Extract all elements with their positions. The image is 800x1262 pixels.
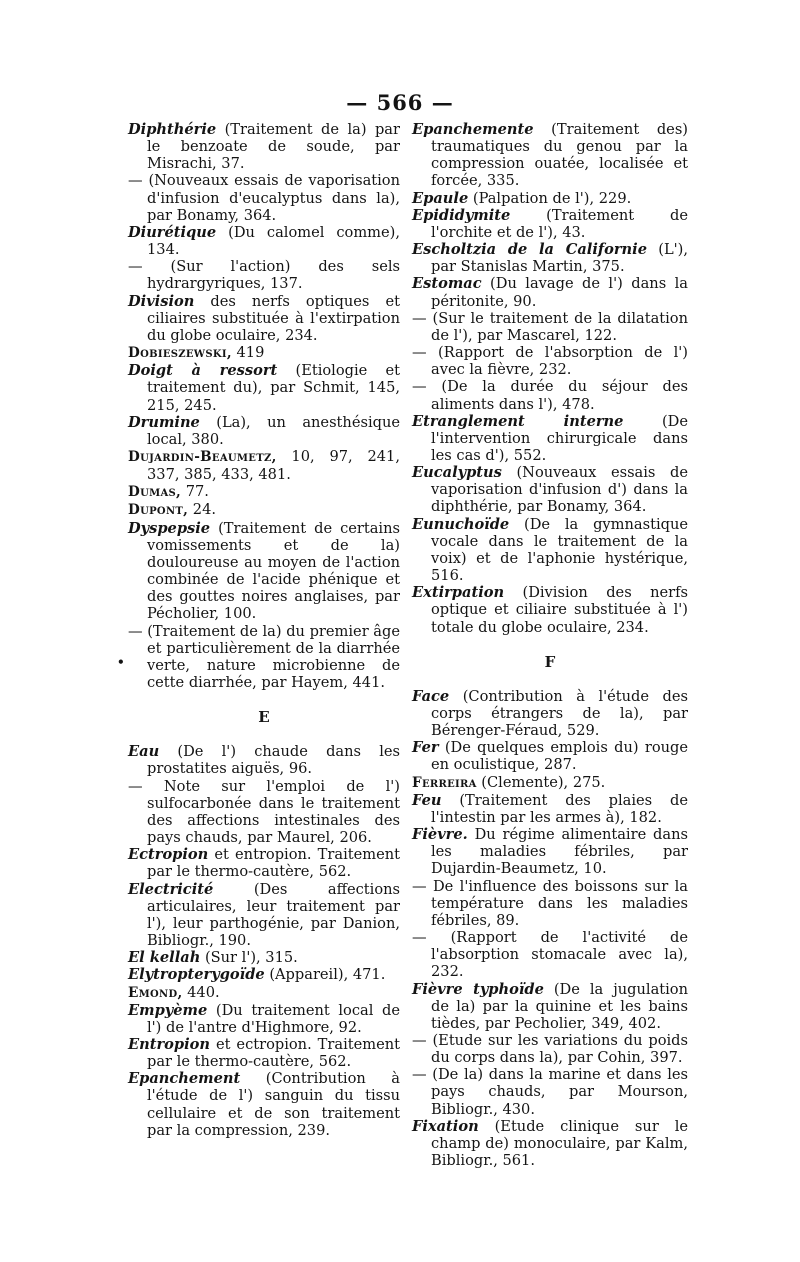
section-letter-f: F [544,652,556,671]
entry-text: (De la jugulation de la) par la quinine et les bains tièdes, par Pecholier, 349, 402. [431,980,688,1032]
index-entry [128,414,400,448]
index-entry [412,241,688,275]
entry-heading: Fièvre. [412,826,468,844]
index-entry [412,739,688,773]
entry-text: (Du traitement local de l') de l'antre d'Highmore, 92. [147,1001,400,1036]
entry-heading: Doigt à ressort [128,362,278,380]
index-entry [412,584,688,635]
entry-heading: Ferreira [412,774,477,791]
entry-heading: Epanchemente [412,121,534,138]
entry-text: (Du calomel comme), 134. [147,223,400,259]
index-entry [128,778,400,847]
entry-text: — Note sur l'emploi de l') sulfocarbonée dans le traitement des affections intestinales des pays chauds, par Maurel, 206. [128,777,400,847]
index-entry [412,207,688,241]
page-number: — 566 — [346,90,454,115]
index-entry [412,981,688,1032]
index-entry [412,1066,688,1117]
entry-heading: Drumine [128,413,200,431]
index-entry [412,774,688,792]
index-entry [128,172,400,223]
index-entry [128,1070,400,1139]
index-entry [128,846,400,880]
entries-e [128,743,400,1139]
index-entry [412,378,688,412]
entry-text: (Traitement des) traumatiques du genou par la compression ouatée, localisée et forcée, 335. [431,121,688,190]
index-entry [128,520,400,623]
entry-heading: Epaule [412,189,469,207]
index-entry [128,949,400,966]
right-column [412,121,688,1169]
index-entry [128,501,400,519]
index-entry [412,344,688,378]
entry-text: (Palpation de l'), 229. [468,189,632,207]
entry-text: (Sur l'), 315. [200,949,298,967]
entry-heading: Face [412,687,450,705]
entry-heading: Fièvre typhoïde [412,980,544,998]
entry-text: 77. [181,483,209,501]
entry-text: Du régime alimentaire dans les maladies fébriles, par Dujardin-Beaumetz, 10. [431,826,688,878]
index-entry [412,688,688,739]
entry-text: — (Sur l'action) des sels hydrargyriques, 137. [128,258,400,293]
entry-text: (Appareil), 471. [264,966,386,984]
index-entry [412,516,688,585]
entry-text: (Etude clinique sur le champ de) monoculaire, par Kalm, Bibliogr., 561. [431,1117,688,1170]
index-entry [412,464,688,515]
entry-heading: Etranglement interne [412,412,624,430]
index-entry [128,483,400,501]
entry-heading: Epanchement [128,1070,241,1088]
index-entry [128,881,400,950]
entry-text: (Traitement de l'orchite et de l'), 43. [431,206,688,241]
left-column [128,121,400,1139]
entry-text: (Division des nerfs optique et ciliaire substituée à l') totale du globe oculaire, 234. [431,584,688,636]
entry-text: (De l'intervention chirurgicale dans les cas d'), 552. [431,412,688,464]
section-letter-e: E [258,708,270,727]
index-entry [412,413,688,464]
entry-text: et entropion. Traitement par le thermo-cautère, 562. [147,846,400,881]
entry-heading: Fer [412,739,439,757]
entry-text: (Des affections articulaires, leur traitement par l'), leur parthogénie, par Danion, Bibliogr., 190. [147,880,400,950]
index-entry [128,743,400,777]
index-entry [412,1032,688,1066]
index-entry [128,362,400,413]
index-entry [412,310,688,344]
entry-heading: Emond, [128,984,183,1001]
entry-heading: Eucalyptus [412,464,502,482]
entry-text: (Contribution à l'étude de l') sanguin du tissu cellulaire et de son traitement par la compression, 239. [147,1070,400,1139]
entry-heading: Fixation [412,1117,479,1135]
entry-text: (Traitement des plaies de l'intestin par les armes à), 182. [431,791,688,826]
entry-text: — (De la) dans la marine et dans les pays chauds, par Mourson, Bibliogr., 430. [412,1066,688,1118]
index-entry [128,966,400,983]
entry-heading: Electricité [128,880,214,898]
entry-heading: Epididymite [412,206,511,224]
entry-heading: Eau [128,743,160,761]
entry-text: (Nouveaux essais de vaporisation d'infusion d') dans la diphthérie, par Bonamy, 364. [431,464,688,516]
entry-text: (Du lavage de l') dans la péritonite, 90. [431,275,688,310]
index-entry [128,1002,400,1036]
index-entry [412,1118,688,1169]
entry-text: — (De la durée du séjour des aliments dans l'), 478. [412,378,688,413]
entry-heading: Extirpation [412,584,505,602]
entry-text: — (Rapport de l'absorption de l') avec la fièvre, 232. [412,344,688,379]
entry-text: et ectropion. Traitement par le thermo-cautère, 562. [147,1035,400,1071]
entry-heading: Empyème [128,1001,208,1019]
entry-heading: Dupont, [128,502,189,519]
index-entry [128,448,400,483]
entry-heading: Dyspepsie [128,519,211,537]
index-entry [128,1036,400,1070]
index-entry [412,792,688,826]
entry-heading: Feu [412,791,442,809]
entry-heading: Dobieszewski, [128,345,232,362]
index-entry [128,224,400,258]
entry-text: — (Nouveaux essais de vaporisation d'infusion d'eucalyptus dans la), par Bonamy, 364. [128,172,400,224]
entry-text: (De l') chaude dans les prostatites aiguës, 96. [147,743,400,778]
entry-text: (L'), par Stanislas Martin, 375. [431,241,688,276]
index-entry [412,929,688,980]
entries-e-continued [412,121,688,636]
entry-heading: Dujardin-Beaumetz, [128,448,277,465]
entry-text: (Etiologie et traitement du), par Schmit, 145, 215, 245. [147,362,400,414]
entry-text: 419 [231,344,265,362]
index-entry [412,190,688,207]
index-entry [412,121,688,190]
entry-heading: Escholtzia de la Californie [412,241,648,259]
entry-text: (Traitement de la) par le benzoate de soude, par Misrachi, 37. [147,121,400,173]
entry-text: — (Rapport de l'activité de l'absorption stomacale avec la), 232. [412,929,688,981]
index-entry [128,984,400,1002]
entries-f [412,688,688,1169]
index-entry [412,275,688,309]
entry-text: (Traitement de certains vomissements et de la) douloureuse au moyen de l'action combinée de l'acide phénique et des gouttes noires anglaises, par Pécholier, 100. [147,519,400,623]
entry-heading: Division [128,292,195,310]
entry-heading: Elytropterygoïde [128,966,265,984]
entry-text: 440. [182,983,220,1001]
index-entry [412,826,688,877]
entry-text: — (Sur le traitement de la dilatation de l'), par Mascarel, 122. [412,309,688,344]
entry-heading: Dumas, [128,484,182,501]
entry-text: 10, 97, 241, 337, 385, 433, 481. [147,447,400,484]
entry-text: (De quelques emplois du) rouge en oculistique, 287. [431,739,688,774]
entry-text: — (Traitement de la) du premier âge et particulièrement de la diarrhée verte, nature microbienne de cette diarrhée, par Hayem, 441. [128,622,400,691]
entry-heading: El kellah [128,949,201,967]
entry-heading: Entropion [128,1035,210,1053]
entry-heading: Diphthérie [128,121,217,138]
entry-heading: Estomac [412,275,482,293]
entry-heading: Ectropion [128,846,209,864]
entries-d [128,121,400,691]
entry-heading: Eunuchoïde [412,515,510,533]
entry-text: (Clemente), 275. [476,773,606,791]
entry-text: des nerfs optiques et ciliaires substituée à l'extirpation du globe oculaire, 234. [147,292,400,344]
entry-text: (La), un anesthésique local, 380. [147,413,400,448]
index-entry [128,258,400,292]
entry-text: 24. [188,501,217,519]
index-entry [128,121,400,172]
entry-heading: Diurétique [128,223,217,241]
index-entry [128,623,400,692]
index-entry [412,878,688,929]
entry-text: (De la gymnastique vocale dans le traitement de la voix) et de l'aphonie hystérique, 516. [431,515,688,585]
entry-text: — De l'influence des boissons sur la température dans les maladies fébriles, 89. [412,877,688,929]
entry-text: — (Etude sur les variations du poids du corps dans la), par Cohin, 397. [412,1031,688,1067]
index-entry [128,293,400,344]
entry-text: (Contribution à l'étude des corps étrangers de la), par Bérenger-Féraud, 529. [431,687,688,740]
margin-mark: • [117,655,125,669]
index-entry [128,344,400,362]
